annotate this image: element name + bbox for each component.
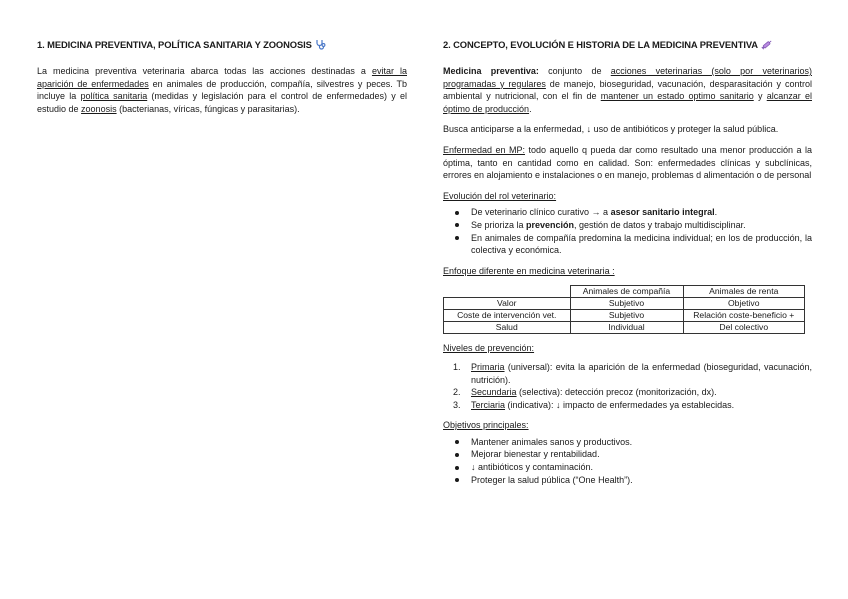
section-1-title: 1. MEDICINA PREVENTIVA, POLÍTICA SANITARIA Y ZOONOSIS: [37, 39, 312, 50]
list-item: Mantener animales sanos y productivos.: [443, 436, 812, 449]
section-1-paragraph: La medicina preventiva veterinaria abarca todas las acciones destinadas a evitar la aparición de enfermedades en animales de producción, compañía, silvestres y peces. Tb incluye la política sanitaria (medidas y legislación para el control de enfermedades) y el estudio de zoonosis (bacterianas, víricas, fúngicas y parasitarias).: [37, 66, 407, 114]
list-item: Proteger la salud pública (“One Health”).: [443, 474, 812, 487]
enfermedad-paragraph: Enfermedad en MP: todo aquello q pueda dar como resultado una menor producción a la óptima, tanto en cantidad como en calidad. Son: enfermedades clínicas y subclínicas, errores en alojamiento e instalaciones o en manejo, problemas d alimentación o de personal: [443, 144, 813, 181]
evolucion-list: [443, 206, 812, 256]
table-cell: Salud: [444, 322, 571, 334]
enfoque-title: Enfoque diferente en medicina veterinaria :: [443, 265, 615, 276]
list-item: Se prioriza la prevención, gestión de datos y trabajo multidisciplinar.: [443, 219, 812, 232]
left-column: [37, 38, 407, 115]
table-cell: Coste de intervención vet.: [444, 310, 571, 322]
section-2-title: 2. CONCEPTO, EVOLUCIÓN E HISTORIA DE LA MEDICINA PREVENTIVA: [443, 39, 758, 50]
list-item: Mejorar bienestar y rentabilidad.: [443, 448, 812, 461]
list-item: 3. Terciaria (indicativa): ↓ impacto de enfermedades ya establecidas.: [453, 399, 735, 410]
list-item: ↓ antibióticos y contaminación.: [443, 461, 812, 474]
definition-paragraph: Medicina preventiva: conjunto de acciones veterinarias (solo por veterinarios) programadas y regulares de manejo, bioseguridad, vacunación, desparasitación y control ambiental y nutricional, con el fin de mantener un estado optimo sanitario y alcanzar el óptimo de producción.: [443, 66, 812, 114]
table-row: [444, 310, 805, 322]
table-header-cell: Animales de compañía: [570, 286, 683, 298]
table-row: [444, 298, 805, 310]
table-row: [444, 322, 805, 334]
objetivos-list: [443, 436, 812, 486]
table-header-row: [444, 286, 805, 298]
niveles-list: [443, 361, 812, 411]
table-cell: Objetivo: [683, 298, 805, 310]
table-cell: Subjetivo: [570, 298, 683, 310]
section-2-heading: [443, 38, 812, 53]
niveles-title: Niveles de prevención:: [443, 343, 535, 354]
right-column: [443, 38, 812, 486]
list-item: 1. Primaria (universal): evita la aparición de la enfermedad (bioseguridad, vacunación, nutrición).: [453, 361, 812, 385]
table-header-cell: [444, 286, 571, 298]
table-cell: Valor: [444, 298, 571, 310]
list-item: De veterinario clínico curativo → a asesor sanitario integral.: [443, 206, 812, 219]
table-cell: Individual: [570, 322, 683, 334]
objetivos-title: Objetivos principales:: [443, 420, 529, 431]
stethoscope-icon: [315, 39, 327, 53]
table-header-cell: Animales de renta: [683, 286, 805, 298]
section-1-heading: [37, 38, 407, 53]
table-cell: Relación coste-beneficio +: [683, 310, 805, 322]
list-item: 2. Secundaria (selectiva): detección precoz (monitorización, dx).: [453, 387, 717, 398]
syringe-icon: [761, 39, 773, 53]
enfoque-table: [443, 285, 805, 334]
table-cell: Del colectivo: [683, 322, 805, 334]
list-item: En animales de compañía predomina la medicina individual; en los de producción, la colectiva y económica.: [443, 232, 812, 257]
table-cell: Subjetivo: [570, 310, 683, 322]
evolucion-title: Evolución del rol veterinario:: [443, 190, 557, 201]
busca-paragraph: Busca anticiparse a la enfermedad, ↓ uso de antibióticos y proteger la salud pública.: [443, 124, 779, 135]
